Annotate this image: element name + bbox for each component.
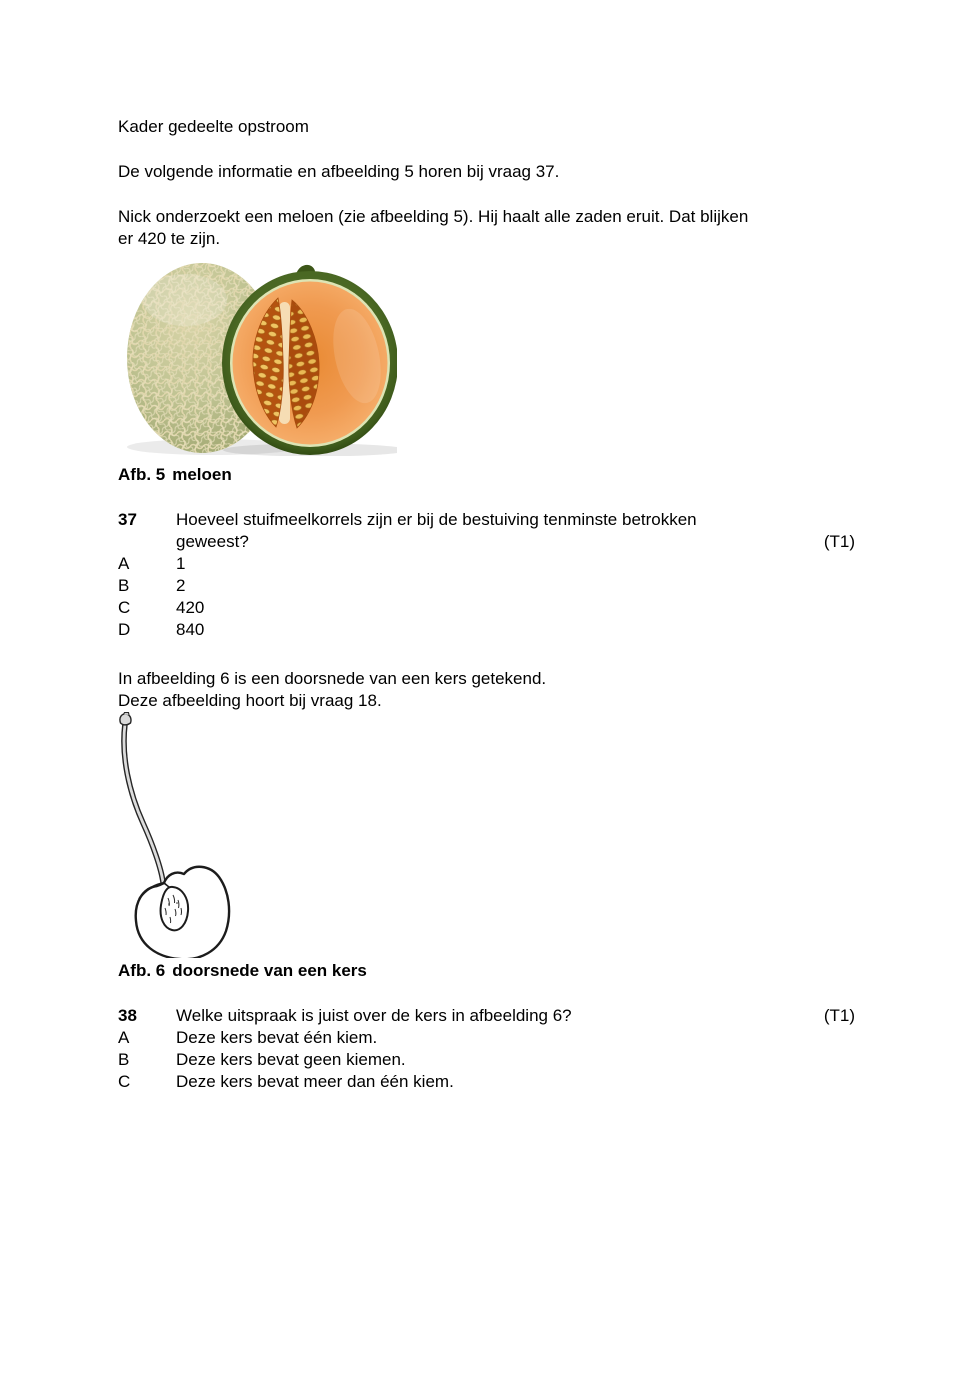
- figure6-caption-title: doorsnede van een kers: [172, 961, 367, 980]
- option-text-b: Deze kers bevat geen kiemen.: [176, 1050, 406, 1069]
- question-38-tag: (T1): [823, 1006, 855, 1025]
- cherry-drawing: [112, 712, 237, 958]
- nick-paragraph: [118, 206, 855, 250]
- figure5-caption-label: Afb. 5: [118, 465, 166, 484]
- option-label-a: A: [118, 1028, 130, 1047]
- nick-line-1: Nick onderzoekt een meloen (zie afbeelding 5). Hij haalt alle zaden eruit. Dat blijken: [118, 207, 749, 226]
- option-label-a: A: [118, 554, 130, 573]
- intro-paragraph: De volgende informatie en afbeelding 5 horen bij vraag 37.: [118, 162, 560, 181]
- option-text-a: 1: [176, 554, 186, 573]
- question-38-number: 38: [118, 1006, 137, 1025]
- option-text-c: 420: [176, 598, 205, 617]
- option-row: [118, 1027, 855, 1049]
- option-text-d: 840: [176, 620, 205, 639]
- option-label-b: B: [118, 1050, 130, 1069]
- question-37-number: 37: [118, 510, 137, 529]
- page-content: [118, 116, 855, 1093]
- question-38: [118, 1005, 855, 1093]
- question-38-text: Welke uitspraak is juist over de kers in afbeelding 6?: [176, 1006, 572, 1025]
- option-row: [118, 1071, 855, 1093]
- option-label-c: C: [118, 598, 131, 617]
- option-text-c: Deze kers bevat meer dan één kiem.: [176, 1072, 454, 1091]
- option-label-c: C: [118, 1072, 131, 1091]
- figure5-caption-title: meloen: [172, 465, 232, 484]
- question-37-row: [118, 509, 855, 553]
- question-37-text: [176, 509, 697, 553]
- figure6-intro-line-2: Deze afbeelding hoort bij vraag 18.: [118, 691, 382, 710]
- option-text-b: 2: [176, 576, 186, 595]
- question-37: [118, 509, 855, 641]
- option-text-a: Deze kers bevat één kiem.: [176, 1028, 378, 1047]
- question-37-line-2: geweest?: [176, 532, 249, 551]
- cherry-stem: [120, 713, 163, 883]
- kader-heading: Kader gedeelte opstroom: [118, 117, 309, 136]
- figure5-caption: [118, 464, 855, 486]
- figure6-intro-line-1: In afbeelding 6 is een doorsnede van een kers getekend.: [118, 669, 547, 688]
- figure6-caption: [118, 960, 855, 982]
- question-37-line-1: Hoeveel stuifmeelkorrels zijn er bij de bestuiving tenminste betrokken: [176, 510, 697, 529]
- option-row: [118, 1049, 855, 1071]
- option-label-b: B: [118, 576, 130, 595]
- option-row: [118, 575, 855, 597]
- option-row: [118, 597, 855, 619]
- question-37-tag: (T1): [823, 532, 855, 551]
- option-row: [118, 553, 855, 575]
- figure6-caption-label: Afb. 6: [118, 961, 166, 980]
- figure6-intro: [118, 668, 855, 712]
- question-38-row: [118, 1005, 855, 1027]
- option-row: [118, 619, 855, 641]
- nick-line-2: er 420 te zijn.: [118, 229, 221, 248]
- option-label-d: D: [118, 620, 131, 639]
- melon-photo: [125, 258, 397, 456]
